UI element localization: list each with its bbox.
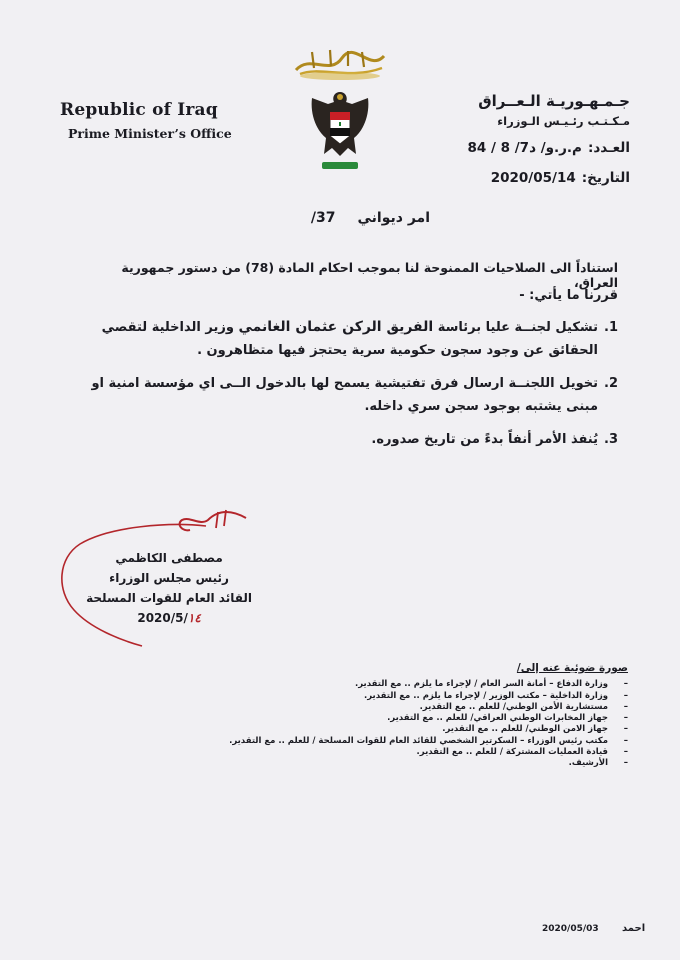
- list-item: [248, 702, 628, 713]
- signature-date: [86, 608, 252, 628]
- copy-recipient: مستشارية الأمن الوطني/ للعلم .. مع التقدير.: [419, 701, 608, 712]
- bullet-dash: –: [623, 679, 628, 690]
- bullet-dash: –: [623, 747, 628, 758]
- list-item: [248, 747, 628, 758]
- english-letterhead: [60, 100, 232, 141]
- signature-date-printed: 2020/5/: [137, 611, 188, 625]
- order-heading: [311, 210, 430, 226]
- reference-label: العـدد:: [587, 140, 630, 156]
- list-item: [229, 735, 628, 747]
- list-item: [248, 758, 628, 769]
- letterhead-subtitle-en: Prime Minister’s Office: [68, 126, 232, 141]
- iraq-eagle-emblem-icon: [306, 84, 374, 176]
- list-item: [63, 316, 618, 362]
- order-number: 37/: [310, 210, 336, 226]
- signatory-title: رئيس مجلس الوزراء: [109, 571, 229, 585]
- list-item: [63, 372, 618, 418]
- letterhead-title-en: Republic of Iraq: [60, 100, 218, 120]
- signature-date-handwritten: ١٤: [187, 611, 201, 625]
- list-item: [248, 724, 628, 735]
- intro-paragraph: استناداً الى الصلاحيات الممنوحة لنا بموجب احكام المادة (78) من دستور جمهورية العراق،: [121, 260, 618, 290]
- bullet-dash: –: [623, 758, 628, 769]
- signature-block: [86, 548, 252, 628]
- order-items: [63, 316, 618, 461]
- list-item: [63, 428, 618, 451]
- list-item: [248, 713, 628, 724]
- document-date: [467, 170, 630, 186]
- copy-recipient: مكتب رئيس الوزراء – السكرتير الشخصي للقائد العام للقوات المسلحة / للعلم .. مع التقدير.: [229, 735, 608, 746]
- item-text-pre: تشكيل لجنــة عليا برئاسة: [433, 320, 598, 335]
- footer-mark: احمد: [622, 923, 646, 934]
- copy-recipient: الأرشيف.: [568, 758, 608, 769]
- bullet-dash: –: [623, 690, 628, 701]
- order-label: امر ديواني: [357, 210, 430, 226]
- copy-recipient: جهاز الامن الوطني/ للعلم .. مع التقدير.: [442, 724, 608, 735]
- copy-recipient: وزارة الدفاع – أمانة السر العام / لإجراء ما يلزم .. مع التقدير.: [355, 679, 608, 690]
- item-number: 1.: [604, 320, 618, 335]
- bullet-dash: –: [623, 713, 628, 724]
- item-text: تخويل اللجنــة ارسال فرق تفتيشية يسمح لها بالدخول الــى اي مؤسسة امنية او مبنى يشتبه بوجود سجن سري داخله.: [91, 376, 598, 414]
- bullet-dash: –: [623, 701, 628, 712]
- list-item: [248, 691, 628, 702]
- item-number: 2.: [604, 376, 618, 391]
- letterhead-subtitle-ar: مـكـتـب رئـيـس الـوزراء: [497, 114, 630, 128]
- footer-date: 2020/05/03: [542, 924, 599, 934]
- copy-recipient: جهاز المخابرات الوطني العراقي/ للعلم .. مع التقدير.: [387, 713, 608, 724]
- decided-line: قررنا ما يأتي: -: [519, 288, 618, 303]
- basmala-calligraphy-icon: [290, 46, 390, 82]
- list-item: [248, 679, 628, 690]
- reference-value: م.ر.و/ د7/ 8 / 84: [467, 140, 582, 156]
- copies-list: [229, 662, 628, 770]
- arabic-letterhead: [467, 92, 630, 186]
- copy-recipient: قيادة العمليات المشتركة / للعلم .. مع التقدير.: [416, 747, 608, 758]
- copies-title: صورة ضوئية عنه إلى/: [516, 662, 628, 674]
- signatory-title-2: القائد العام للقوات المسلحة: [86, 591, 252, 605]
- signatory-name: مصطفى الكاظمي: [115, 551, 223, 565]
- item-text: يُنفذ الأمر أنفاً بدءً من تاريخ صدوره.: [371, 432, 598, 447]
- date-label: التاريخ:: [581, 170, 630, 186]
- item-number: 3.: [604, 432, 618, 447]
- bullet-dash: –: [623, 735, 628, 746]
- reference-number: [467, 140, 630, 156]
- letterhead-title-ar: جـمـهـوريـة الـعــراق: [478, 92, 630, 110]
- item-text-post: وزير الداخلية لتقصي الحقائق عن وجود سجون حكومية سرية يحتجز فيها متظاهرون .: [101, 320, 598, 358]
- date-value: 2020/05/14: [490, 170, 576, 186]
- copy-recipient: وزارة الداخلية – مكتب الوزير / لإجراء ما يلزم .. مع التقدير.: [363, 690, 608, 701]
- item-text: [63, 316, 598, 362]
- bullet-dash: –: [623, 724, 628, 735]
- item-highlight: الفريق الركن عثمان الغانمي: [238, 319, 434, 335]
